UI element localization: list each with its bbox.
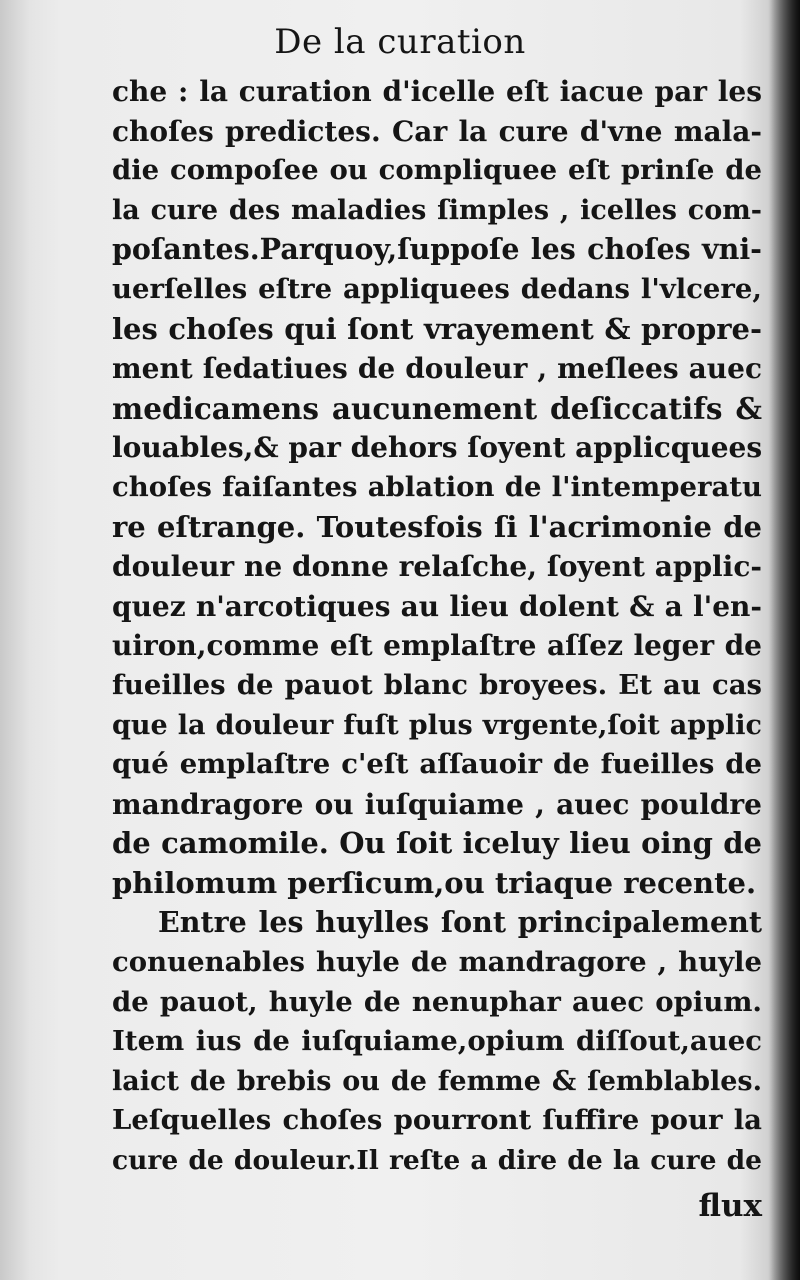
text-line: choſes faiſantes ablation de l'intemperatu: [112, 470, 762, 503]
text-line: qué emplaſtre c'eſt aſſauoir de fueilles de: [112, 748, 762, 781]
text-line: re eſtrange. Toutesfois ſi l'acrimonie de: [112, 509, 762, 544]
text-line: choſes predictes. Car la cure d'vne mala-: [112, 114, 762, 148]
text-line: fueilles de pauot blanc broyees. Et au cas: [112, 668, 762, 701]
running-head: De la curation: [274, 22, 526, 62]
text-line: douleur ne donne relaſche, ſoyent applic-: [112, 550, 762, 584]
text-line: medicamens aucunement deſiccatifs &: [112, 390, 762, 426]
text-line: poſantes.Parquoy,ſuppoſe les choſes vni-: [112, 232, 762, 267]
text-line: cure de douleur.Il reſte a dire de la cure de: [112, 1145, 762, 1177]
text-line: louables,& par dehors ſoyent applicquees: [112, 431, 762, 465]
paragraph-start-line: Entre les huylles ſont principalement: [158, 905, 762, 940]
gutter-shadow: [768, 0, 800, 1280]
text-line: quez n'arcotiques au lieu dolent & a l'en-: [112, 589, 762, 623]
text-line: Leſquelles choſes pourront ſuffire pour la: [112, 1104, 762, 1137]
text-line: que la douleur fuſt plus vrgente,ſoit applic: [112, 709, 762, 741]
text-line: la cure des maladies ſimples , icelles com-: [112, 194, 762, 226]
body-text: [112, 72, 762, 1181]
text-line: de pauot, huyle de nenuphar auec opium.: [112, 985, 762, 1018]
text-line: die compoſee ou compliquee eſt prinſe de: [112, 154, 762, 187]
text-line: mandragore ou iuſquiame , auec pouldre: [112, 787, 762, 821]
text-line: les choſes qui ſont vrayement & propre-: [112, 311, 762, 346]
text-line: conuenables huyle de mandragore , huyle: [112, 946, 762, 979]
text-line: ment ſedatiues de douleur , meſlees auec: [112, 352, 762, 386]
text-line: de camomile. Ou ſoit iceluy lieu oing de: [112, 826, 762, 861]
text-line: che : la curation d'icelle eſt iacue par les: [112, 75, 762, 108]
text-line: uiron,comme eſt emplaſtre aſſez leger de: [112, 629, 762, 663]
text-line: laict de brebis ou de femme & ſemblables.: [112, 1065, 762, 1097]
text-line: philomum perſicum,ou triaque recente.: [112, 865, 757, 900]
text-line: Item ius de iuſquiame,opium diſſout,auec: [112, 1025, 762, 1058]
catchword: flux: [698, 1188, 762, 1224]
text-line: uerſelles eſtre appliquees dedans l'vlcere,: [112, 272, 762, 305]
